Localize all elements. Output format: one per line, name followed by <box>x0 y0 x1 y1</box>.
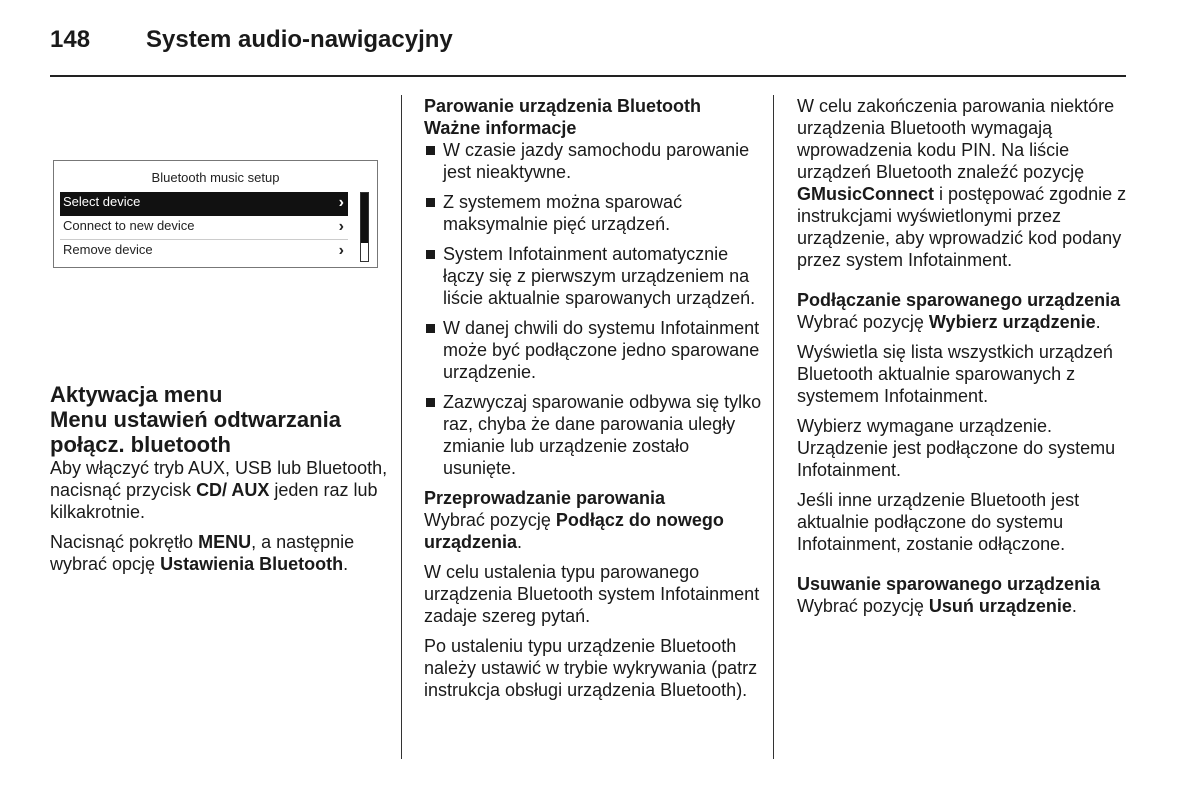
page-number: 148 <box>50 26 91 53</box>
menu-item-label: Remove device <box>63 242 153 257</box>
page-header <box>50 26 453 54</box>
paragraph-pin-code: W celu zakończenia parowania niektóre urządzenia Bluetooth wymagają wprowadzenia kodu PIN. Na liście urządzeń Bluetooth znaleźć pozycję GMusicConnect i postępować zgodnie z instrukcjami wyświetlonymi przez urządzenie, aby wprowadzić kod podany przez system Infotainment. <box>797 96 1127 270</box>
column-divider-2 <box>773 95 774 759</box>
menu-item-remove-device[interactable] <box>60 240 348 264</box>
menu-item-label: Select device <box>63 194 141 209</box>
paragraph-select-connect-new: Wybrać pozycję Podłącz do nowego urządzenia. <box>424 510 724 552</box>
paragraph-menu-knob: Nacisnąć pokrętło MENU, a następnie wybrać opcję Ustawienia Bluetooth. <box>50 532 355 574</box>
column-1 <box>50 382 390 583</box>
list-item: Z systemem można sparować maksymalnie pięć urządzeń. <box>424 191 764 235</box>
screen-title: Bluetooth music setup <box>151 170 280 185</box>
section-heading-pairing: Parowanie urządzenia Bluetooth <box>424 96 702 116</box>
scrollbar-thumb <box>361 193 368 243</box>
paragraph-aux-mode: Aby włączyć tryb AUX, USB lub Bluetooth, nacisnąć przycisk CD/ AUX jeden raz lub kilkakrotnie. <box>50 458 388 522</box>
column-divider-1 <box>401 95 402 759</box>
chevron-right-icon: › <box>338 218 344 235</box>
column-3 <box>797 95 1137 625</box>
important-info-list <box>424 139 764 479</box>
chevron-right-icon: › <box>338 242 344 259</box>
paragraph-device-list: Wyświetla się lista wszystkich urządzeń Bluetooth aktualnie sparowanych z systemem Infotainment. <box>797 342 1113 406</box>
paragraph-disconnect: Jeśli inne urządzenie Bluetooth jest aktualnie podłączone do systemu Infotainment, zostanie odłączone. <box>797 490 1080 554</box>
menu-item-select-device[interactable] <box>60 192 348 216</box>
list-item: W danej chwili do systemu Infotainment może być podłączone jedno sparowane urządzenie. <box>424 317 764 383</box>
list-item: W czasie jazdy samochodu parowanie jest nieaktywne. <box>424 139 764 183</box>
section-heading-menu-activation: Aktywacja menu Menu ustawień odtwarzania połącz. bluetooth <box>50 382 341 457</box>
column-2 <box>424 95 764 709</box>
screen-menu-list <box>60 192 348 264</box>
list-item: System Infotainment automatycznie łączy się z pierwszym urządzeniem na liście aktualnie sparowanych urządzeń. <box>424 243 764 309</box>
menu-item-connect-new-device[interactable] <box>60 216 348 240</box>
section-heading-perform-pairing: Przeprowadzanie parowania <box>424 488 666 508</box>
header-divider <box>50 75 1126 77</box>
section-heading-connect-paired: Podłączanie sparowanego urządzenia <box>797 290 1121 310</box>
menu-item-label: Connect to new device <box>63 218 195 233</box>
page-title: System audio-nawigacyjny <box>146 26 453 53</box>
paragraph-device-type: W celu ustalenia typu parowanego urządzenia Bluetooth system Infotainment zadaje szereg pytań. <box>424 562 760 626</box>
section-heading-remove-paired: Usuwanie sparowanego urządzenia <box>797 574 1101 594</box>
paragraph-select-device: Wybrać pozycję Wybierz urządzenie. <box>797 312 1101 332</box>
list-item: Zazwyczaj sparowanie odbywa się tylko raz, chyba że dane parowania uległy zmianie lub urządzenie zostało usunięte. <box>424 391 764 479</box>
paragraph-discovery-mode: Po ustaleniu typu urządzenie Bluetooth należy ustawić w trybie wykrywania (patrz instrukcja obsługi urządzenia Bluetooth). <box>424 636 758 700</box>
paragraph-remove-device: Wybrać pozycję Usuń urządzenie. <box>797 596 1077 616</box>
screen-scrollbar <box>360 192 369 262</box>
section-subheading-important-info: Ważne informacje <box>424 118 577 138</box>
bluetooth-music-setup-screen <box>53 160 378 268</box>
paragraph-choose-device: Wybierz wymagane urządzenie. Urządzenie jest podłączone do systemu Infotainment. <box>797 416 1116 480</box>
chevron-right-icon: › <box>338 194 344 211</box>
